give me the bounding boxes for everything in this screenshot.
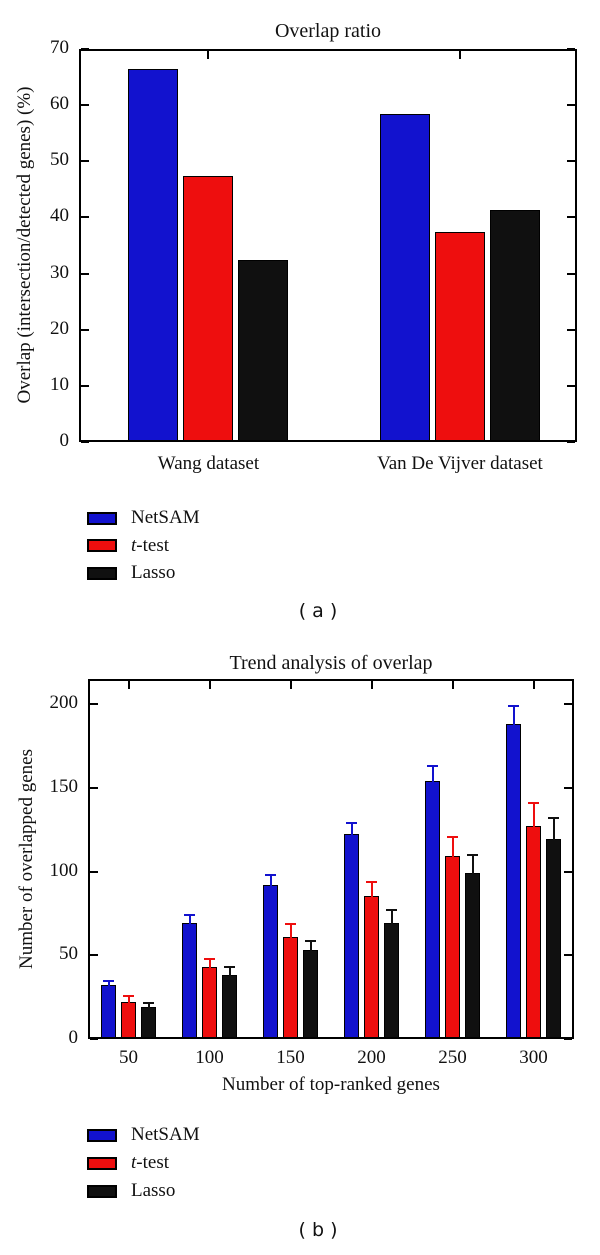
y-tick-label: 40 — [50, 205, 69, 227]
error-bar-cap — [467, 854, 478, 856]
y-tick-label: 150 — [49, 775, 78, 797]
bar-ttest-250 — [445, 856, 460, 1037]
bar-ttest-300 — [526, 826, 541, 1037]
error-bar-whisker — [533, 804, 535, 828]
x-category-label: Van De Vijver dataset — [377, 453, 543, 474]
y-tick-label: 60 — [50, 93, 69, 115]
bar-Lasso-50 — [141, 1007, 156, 1037]
bar-NetSAM-150 — [263, 885, 278, 1037]
error-bar-whisker — [391, 911, 393, 925]
y-tick-label: 200 — [49, 692, 78, 714]
y-tick-right — [567, 216, 575, 218]
error-bar-whisker — [108, 982, 110, 987]
x-tick-top — [209, 681, 211, 689]
bar-ttest-Wangdataset — [183, 176, 233, 440]
error-bar-whisker — [371, 883, 373, 898]
error-bar-cap — [528, 802, 539, 804]
bar-Lasso-Wangdataset — [238, 260, 288, 440]
error-bar-whisker — [209, 960, 211, 969]
error-bar-cap — [427, 765, 438, 767]
panel-a-title: Overlap ratio — [274, 20, 382, 42]
x-category-label: Wang dataset — [157, 453, 260, 474]
legend-label: NetSAM — [131, 507, 200, 528]
bar-ttest-200 — [364, 896, 379, 1037]
error-bar-cap — [508, 705, 519, 707]
y-tick-right — [564, 871, 572, 873]
legend-label: t-test — [131, 1152, 169, 1173]
x-tick-top — [290, 681, 292, 689]
error-bar-whisker — [290, 925, 292, 939]
legend-swatch-Lasso — [87, 1185, 117, 1198]
y-tick-left — [90, 1038, 98, 1040]
y-tick-left — [81, 329, 89, 331]
x-tick-top — [459, 51, 461, 59]
y-tick-right — [567, 48, 575, 50]
error-bar-cap — [103, 980, 114, 982]
bar-Lasso-100 — [222, 975, 237, 1037]
y-tick-left — [81, 273, 89, 275]
legend-label: Lasso — [131, 562, 176, 583]
legend-item-NetSAM — [87, 1126, 200, 1144]
error-bar-whisker — [270, 876, 272, 886]
bar-NetSAM-50 — [101, 985, 116, 1037]
error-bar-cap — [184, 914, 195, 916]
y-tick-right — [564, 1038, 572, 1040]
legend-swatch-ttest — [87, 1157, 117, 1170]
x-category-label: 200 — [357, 1047, 386, 1068]
legend-swatch-NetSAM — [87, 1129, 117, 1142]
error-bar-cap — [285, 923, 296, 925]
x-tick-top — [452, 681, 454, 689]
error-bar-whisker — [513, 707, 515, 726]
error-bar-cap — [346, 822, 357, 824]
legend-swatch-NetSAM — [87, 512, 117, 525]
y-tick-left — [81, 441, 89, 443]
bar-Lasso-250 — [465, 873, 480, 1037]
error-bar-cap — [447, 836, 458, 838]
y-tick-label: 20 — [50, 317, 69, 339]
error-bar-cap — [123, 995, 134, 997]
bar-NetSAM-300 — [506, 724, 521, 1037]
error-bar-whisker — [553, 819, 555, 841]
y-tick-left — [81, 385, 89, 387]
x-category-label: 300 — [519, 1047, 548, 1068]
x-category-label: 100 — [195, 1047, 224, 1068]
y-tick-right — [567, 273, 575, 275]
y-tick-right — [567, 385, 575, 387]
error-bar-cap — [305, 940, 316, 942]
legend-item-ttest — [87, 1154, 169, 1172]
bar-ttest-100 — [202, 967, 217, 1037]
bar-Lasso-200 — [384, 923, 399, 1037]
bar-Lasso-VanDeVijverdataset — [490, 210, 540, 440]
y-tick-left — [90, 871, 98, 873]
y-tick-right — [567, 329, 575, 331]
y-tick-left — [90, 954, 98, 956]
panel-b-x-axis-label: Number of top-ranked genes — [222, 1074, 440, 1095]
error-bar-whisker — [452, 838, 454, 858]
legend-label: NetSAM — [131, 1124, 200, 1145]
panel-a-caption: ( a ) — [298, 600, 338, 622]
bar-ttest-50 — [121, 1002, 136, 1037]
error-bar-whisker — [148, 1004, 150, 1009]
legend-label: Lasso — [131, 1180, 176, 1201]
panel-b-y-axis-label: Number of overlapped genes — [16, 749, 37, 970]
legend-item-Lasso — [87, 1182, 175, 1200]
error-bar-cap — [366, 881, 377, 883]
bar-NetSAM-250 — [425, 781, 440, 1037]
y-tick-left — [90, 703, 98, 705]
panel-a-y-axis-label: Overlap (intersection/detected genes) (%) — [14, 86, 35, 404]
legend-item-Lasso — [87, 564, 175, 582]
y-tick-left — [90, 787, 98, 789]
bar-NetSAM-Wangdataset — [128, 69, 178, 440]
bar-ttest-VanDeVijverdataset — [435, 232, 485, 440]
y-tick-label: 10 — [50, 373, 69, 395]
y-tick-left — [81, 48, 89, 50]
axes-box — [88, 679, 574, 1039]
bar-NetSAM-VanDeVijverdataset — [380, 114, 430, 440]
error-bar-cap — [204, 958, 215, 960]
error-bar-whisker — [128, 997, 130, 1004]
y-tick-right — [567, 160, 575, 162]
x-tick-top — [128, 681, 130, 689]
x-category-label: 50 — [119, 1047, 138, 1068]
y-tick-label: 0 — [68, 1027, 78, 1048]
y-tick-right — [567, 104, 575, 106]
error-bar-cap — [265, 874, 276, 876]
y-tick-left — [81, 216, 89, 218]
panel-b-caption: ( b ) — [298, 1219, 338, 1241]
bar-Lasso-300 — [546, 839, 561, 1037]
error-bar-whisker — [189, 916, 191, 925]
bar-NetSAM-100 — [182, 923, 197, 1037]
error-bar-cap — [143, 1002, 154, 1004]
error-bar-whisker — [351, 824, 353, 836]
y-tick-label: 0 — [59, 430, 69, 451]
y-tick-right — [564, 954, 572, 956]
error-bar-whisker — [472, 856, 474, 875]
error-bar-whisker — [310, 942, 312, 952]
y-tick-right — [567, 441, 575, 443]
legend-swatch-ttest — [87, 539, 117, 552]
error-bar-cap — [224, 966, 235, 968]
bar-NetSAM-200 — [344, 834, 359, 1037]
x-tick-top — [371, 681, 373, 689]
x-tick-top — [533, 681, 535, 689]
legend-item-NetSAM — [87, 509, 200, 527]
x-tick-top — [207, 51, 209, 59]
y-tick-label: 100 — [49, 859, 78, 881]
legend-swatch-Lasso — [87, 567, 117, 580]
error-bar-whisker — [229, 968, 231, 977]
y-tick-left — [81, 104, 89, 106]
panel-b-title: Trend analysis of overlap — [229, 652, 433, 674]
legend-item-ttest — [87, 534, 169, 556]
bar-Lasso-150 — [303, 950, 318, 1037]
y-tick-label: 70 — [50, 37, 69, 58]
x-category-label: 250 — [438, 1047, 467, 1068]
y-tick-label: 30 — [50, 261, 69, 283]
y-tick-left — [81, 160, 89, 162]
error-bar-whisker — [432, 767, 434, 782]
x-category-label: 150 — [276, 1047, 305, 1068]
legend-label: t-test — [131, 534, 169, 556]
y-tick-label: 50 — [50, 149, 69, 171]
y-tick-label: 50 — [59, 943, 78, 965]
y-tick-right — [564, 787, 572, 789]
bar-ttest-150 — [283, 937, 298, 1037]
error-bar-cap — [548, 817, 559, 819]
y-tick-right — [564, 703, 572, 705]
error-bar-cap — [386, 909, 397, 911]
